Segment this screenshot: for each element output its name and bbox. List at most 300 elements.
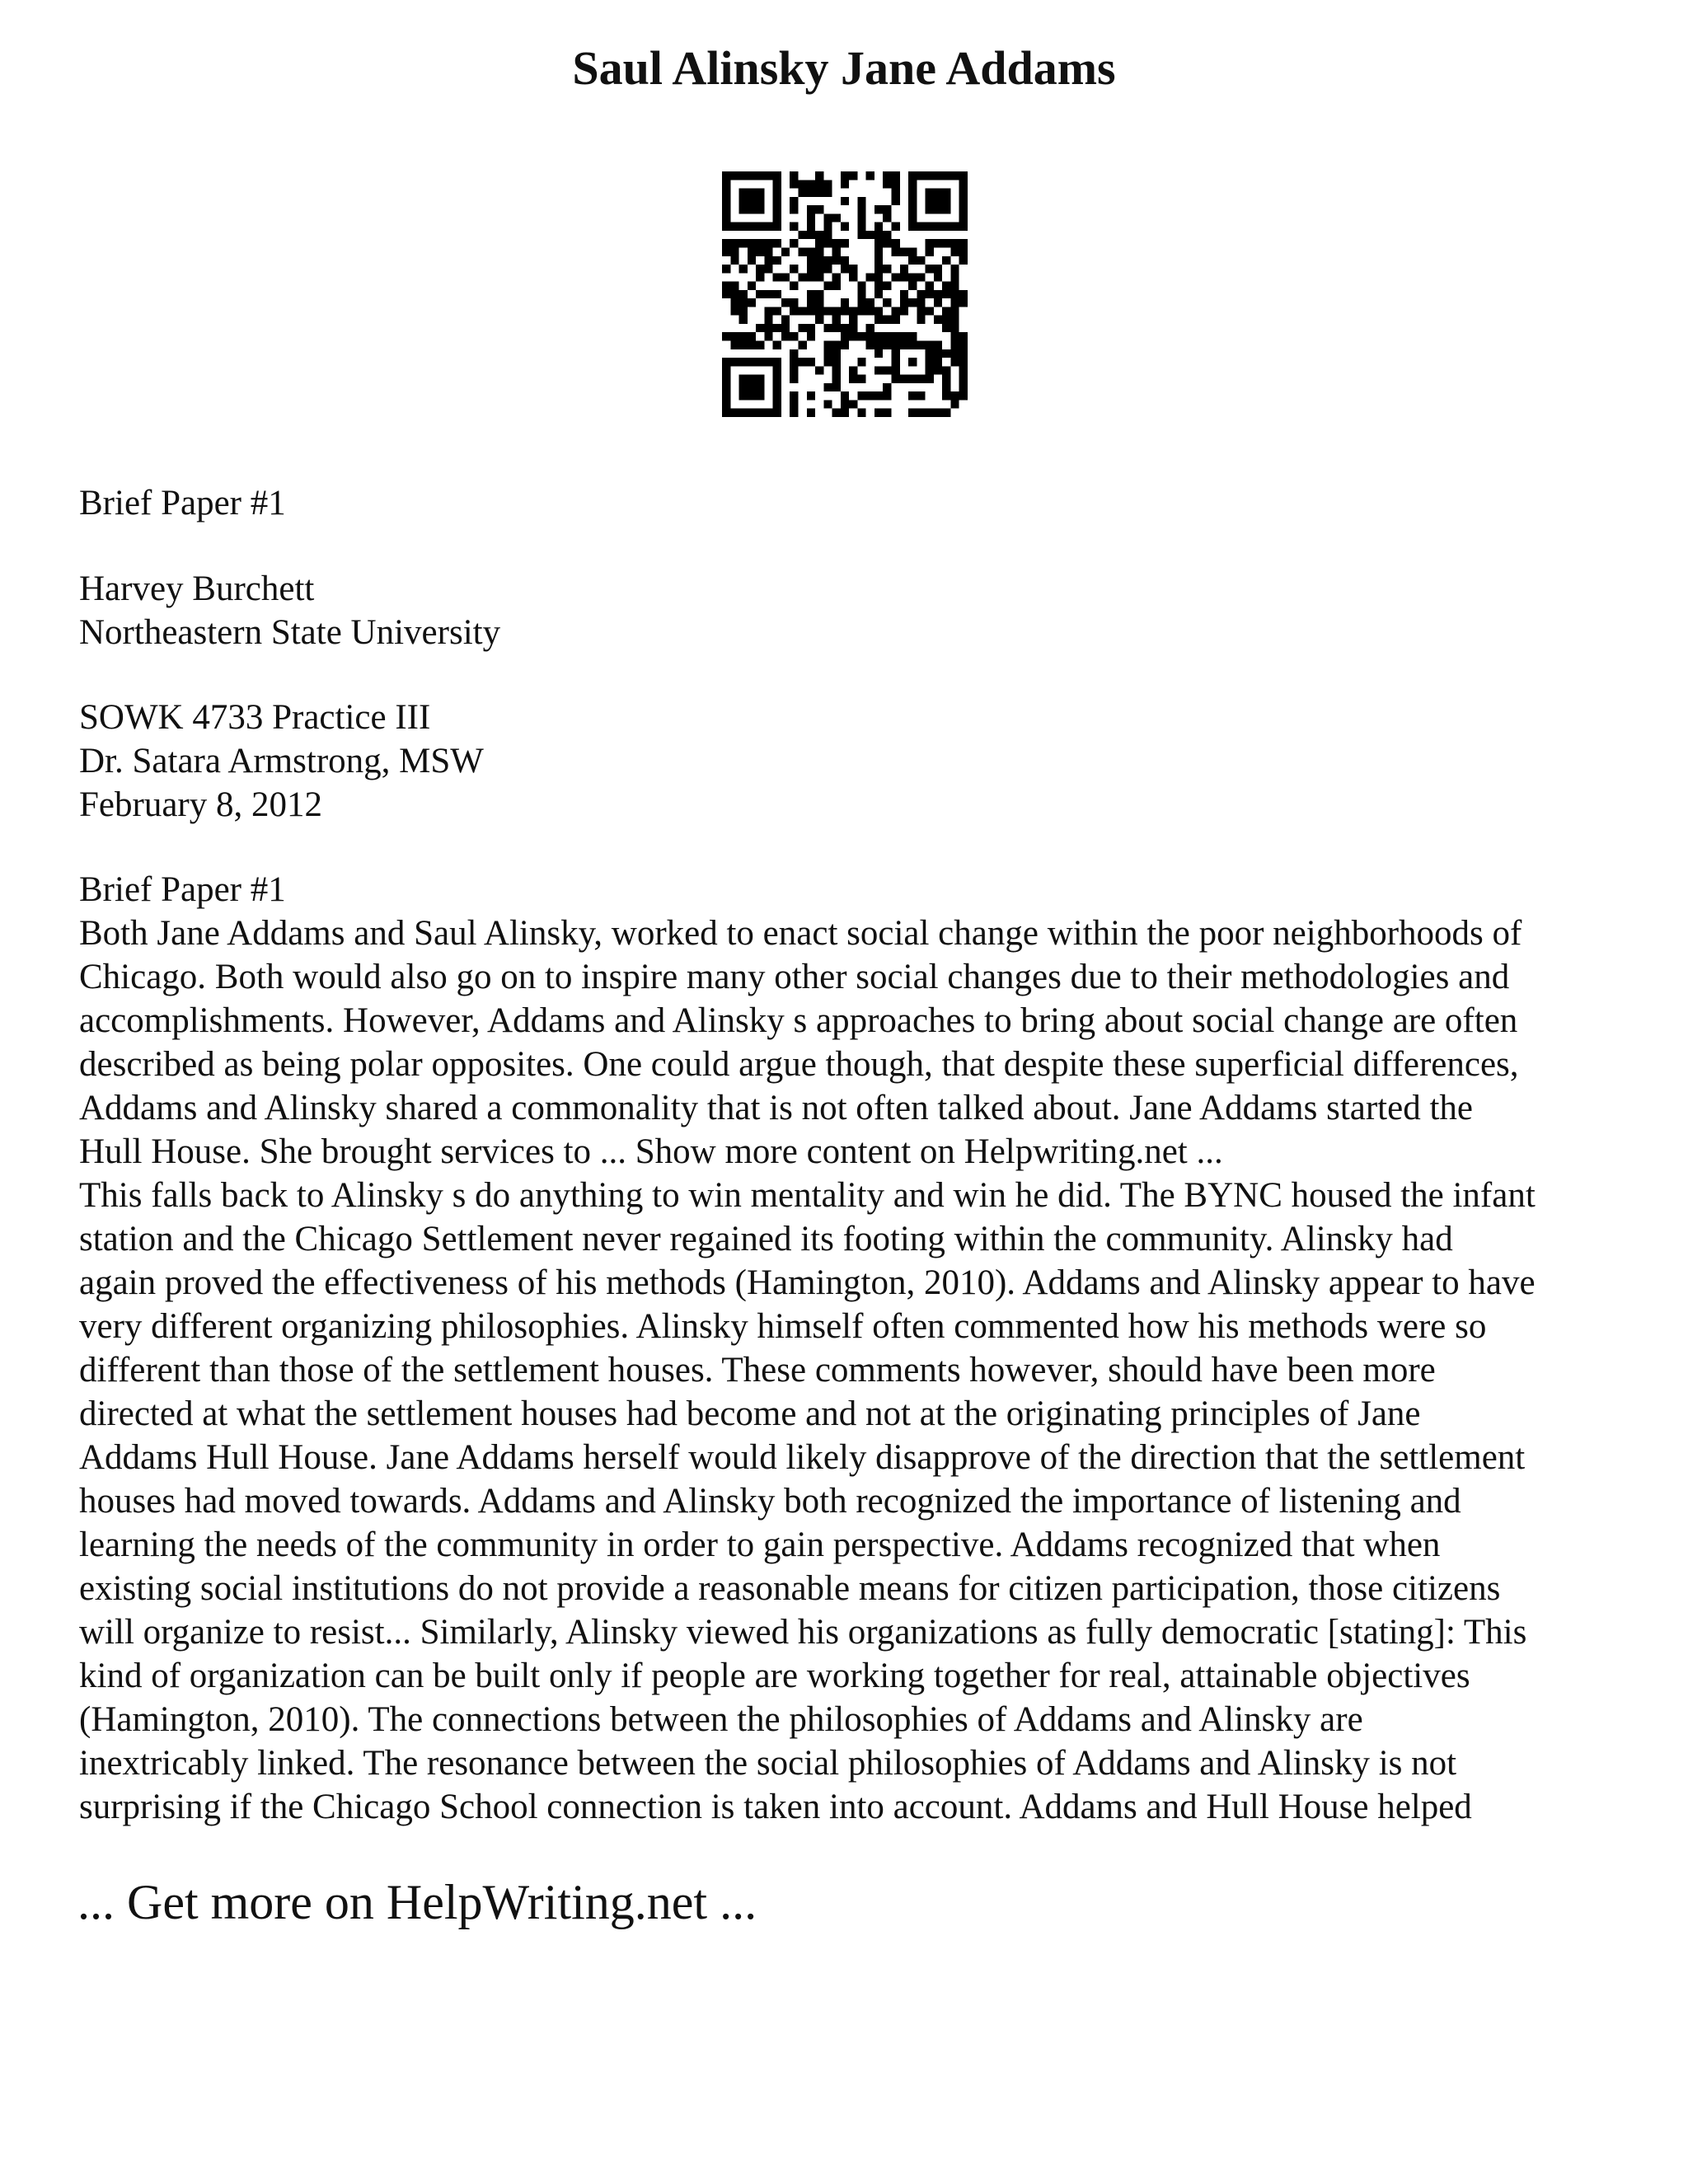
qr-module: [739, 375, 748, 383]
qr-module: [756, 171, 764, 180]
qr-module: [730, 223, 738, 231]
qr-module: [790, 205, 798, 213]
course-name: SOWK 4733 Practice III: [79, 698, 431, 737]
qr-module: [722, 239, 730, 247]
qr-module: [823, 223, 832, 231]
qr-module: [739, 383, 748, 391]
qr-module: [790, 223, 798, 231]
qr-module: [764, 171, 772, 180]
qr-module: [841, 341, 849, 349]
paragraph-line: learning the needs of the community in order to gain perspective. Addams recognized that when: [79, 1526, 1441, 1564]
qr-module: [857, 197, 865, 205]
qr-module: [748, 332, 756, 340]
qr-module: [807, 332, 815, 340]
paragraph-2: [79, 1174, 1629, 1829]
qr-module: [908, 409, 917, 417]
qr-module: [942, 316, 950, 324]
qr-module: [815, 189, 823, 197]
qr-module: [883, 366, 891, 374]
qr-module: [781, 247, 790, 255]
qr-module: [874, 205, 883, 213]
qr-module: [917, 171, 925, 180]
qr-module: [883, 332, 891, 340]
qr-module: [807, 409, 815, 417]
qr-module: [807, 247, 815, 255]
qr-module: [781, 324, 790, 332]
qr-module: [773, 180, 781, 188]
qr-module: [730, 307, 738, 315]
qr-module: [739, 358, 748, 366]
qr-module: [756, 239, 764, 247]
qr-module: [756, 341, 764, 349]
qr-module: [832, 282, 841, 290]
course-block: [79, 696, 1629, 827]
qr-module: [892, 189, 900, 197]
qr-module: [807, 205, 815, 213]
qr-module: [857, 409, 865, 417]
qr-module: [950, 247, 959, 255]
qr-module: [900, 298, 908, 307]
qr-module: [832, 366, 841, 374]
qr-module: [773, 383, 781, 391]
qr-module: [832, 341, 841, 349]
qr-module: [764, 316, 772, 324]
qr-module: [942, 349, 950, 358]
qr-module: [823, 358, 832, 366]
qr-module: [959, 290, 968, 298]
qr-module: [866, 171, 874, 180]
qr-module: [790, 307, 798, 315]
qr-module: [917, 391, 925, 400]
qr-module: [815, 180, 823, 188]
qr-module: [926, 366, 934, 374]
qr-module: [883, 391, 891, 400]
qr-module: [815, 205, 823, 213]
qr-module: [934, 349, 942, 358]
paragraph-line: directed at what the settlement houses had become and not at the originating principles of Jane: [79, 1394, 1421, 1433]
qr-module: [722, 400, 730, 408]
qr-module: [950, 358, 959, 366]
qr-module: [832, 383, 841, 391]
paper-date: February 8, 2012: [79, 785, 322, 824]
qr-module: [790, 409, 798, 417]
qr-module: [934, 171, 942, 180]
qr-module: [790, 265, 798, 273]
qr-module: [942, 324, 950, 332]
qr-module: [892, 180, 900, 188]
qr-module: [934, 205, 942, 213]
qr-module: [781, 332, 790, 340]
qr-module: [849, 171, 857, 180]
institution-name: Northeastern State University: [79, 613, 501, 652]
qr-module: [908, 223, 917, 231]
qr-module: [900, 290, 908, 298]
qr-module: [832, 316, 841, 324]
paragraph-line: existing social institutions do not provide a reasonable means for citizen participation, those citizens: [79, 1569, 1501, 1608]
qr-module: [917, 223, 925, 231]
qr-module: [849, 273, 857, 281]
qr-module: [722, 383, 730, 391]
qr-module: [756, 265, 764, 273]
qr-module: [917, 256, 925, 265]
qr-module: [857, 307, 865, 315]
qr-module: [900, 341, 908, 349]
qr-module: [934, 197, 942, 205]
qr-module: [841, 307, 849, 315]
qr-module: [874, 231, 883, 239]
qr-module: [764, 290, 772, 298]
header-label-block: [79, 481, 1629, 525]
qr-module: [857, 213, 865, 222]
qr-module: [773, 189, 781, 197]
qr-module: [849, 324, 857, 332]
qr-module: [823, 180, 832, 188]
qr-module: [950, 290, 959, 298]
qr-module: [934, 358, 942, 366]
qr-module: [892, 341, 900, 349]
qr-module: [942, 223, 950, 231]
qr-module: [874, 316, 883, 324]
qr-module: [773, 205, 781, 213]
qr-module: [841, 324, 849, 332]
qr-module: [908, 180, 917, 188]
section-heading: Brief Paper #1: [79, 870, 286, 909]
qr-module: [874, 247, 883, 255]
qr-module: [883, 171, 891, 180]
qr-module: [926, 189, 934, 197]
qr-module: [823, 341, 832, 349]
qr-module: [892, 239, 900, 247]
qr-module: [773, 197, 781, 205]
qr-module: [883, 213, 891, 222]
qr-module: [773, 400, 781, 408]
qr-module: [798, 341, 806, 349]
qr-module: [739, 239, 748, 247]
qr-module: [900, 265, 908, 273]
qr-module: [841, 298, 849, 307]
qr-module: [942, 375, 950, 383]
qr-module: [841, 256, 849, 265]
qr-module: [773, 375, 781, 383]
qr-module: [892, 358, 900, 366]
qr-module: [748, 358, 756, 366]
qr-module: [849, 265, 857, 273]
qr-module: [908, 341, 917, 349]
qr-module: [756, 205, 764, 213]
qr-module: [934, 316, 942, 324]
qr-module: [722, 223, 730, 231]
qr-module: [832, 239, 841, 247]
qr-module: [934, 409, 942, 417]
qr-module: [849, 366, 857, 374]
qr-module: [773, 358, 781, 366]
qr-module: [722, 213, 730, 222]
header-label: Brief Paper #1: [79, 484, 286, 523]
qr-module: [874, 341, 883, 349]
qr-module: [857, 332, 865, 340]
qr-module: [748, 239, 756, 247]
qr-module: [722, 282, 730, 290]
qr-module: [857, 358, 865, 366]
qr-module: [908, 391, 917, 400]
qr-module: [790, 366, 798, 374]
qr-module: [874, 282, 883, 290]
qr-module: [959, 180, 968, 188]
qr-module: [739, 391, 748, 400]
qr-module: [900, 273, 908, 281]
qr-module: [857, 231, 865, 239]
qr-module: [950, 265, 959, 273]
qr-module: [942, 239, 950, 247]
qr-module: [950, 307, 959, 315]
qr-module: [798, 273, 806, 281]
qr-module: [892, 197, 900, 205]
qr-module: [942, 391, 950, 400]
qr-module: [942, 189, 950, 197]
qr-module: [832, 256, 841, 265]
qr-module: [892, 349, 900, 358]
qr-module: [781, 298, 790, 307]
qr-module: [926, 341, 934, 349]
qr-module: [926, 265, 934, 273]
qr-module: [790, 400, 798, 408]
qr-module: [950, 400, 959, 408]
qr-module: [892, 223, 900, 231]
qr-module: [950, 171, 959, 180]
qr-module: [959, 189, 968, 197]
qr-module: [764, 307, 772, 315]
qr-module: [823, 265, 832, 273]
qr-module: [790, 197, 798, 205]
qr-module: [841, 391, 849, 400]
qr-module: [773, 213, 781, 222]
qr-module: [748, 375, 756, 383]
qr-module: [950, 316, 959, 324]
qr-module: [790, 239, 798, 247]
qr-module: [730, 239, 738, 247]
qr-module: [841, 197, 849, 205]
qr-module: [841, 265, 849, 273]
qr-module: [807, 273, 815, 281]
paragraph-line: will organize to resist... Similarly, Alinsky viewed his organizations as fully democratic [stating]: This: [79, 1613, 1527, 1652]
qr-module: [756, 383, 764, 391]
qr-module: [908, 282, 917, 290]
qr-module: [739, 307, 748, 315]
qr-module: [866, 307, 874, 315]
qr-module: [815, 239, 823, 247]
qr-module: [823, 324, 832, 332]
qr-module: [722, 358, 730, 366]
qr-module: [739, 290, 748, 298]
paragraph-line: houses had moved towards. Addams and Alinsky both recognized the importance of listening and: [79, 1482, 1461, 1521]
qr-module: [781, 273, 790, 281]
qr-module: [917, 273, 925, 281]
qr-module: [908, 298, 917, 307]
qr-module: [823, 400, 832, 408]
qr-module: [739, 332, 748, 340]
qr-module: [798, 324, 806, 332]
qr-module: [739, 316, 748, 324]
qr-module: [730, 282, 738, 290]
qr-module: [849, 400, 857, 408]
qr-module: [950, 282, 959, 290]
qr-module: [950, 239, 959, 247]
qr-module: [883, 298, 891, 307]
qr-module: [807, 265, 815, 273]
qr-module: [773, 171, 781, 180]
qr-module: [908, 358, 917, 366]
paragraph-line: different than those of the settlement houses. These comments however, should have been more: [79, 1351, 1436, 1390]
instructor-name: Dr. Satara Armstrong, MSW: [79, 742, 484, 780]
document-title: Saul Alinsky Jane Addams: [572, 41, 1116, 95]
qr-module: [722, 180, 730, 188]
qr-module: [926, 282, 934, 290]
qr-module: [773, 409, 781, 417]
qr-module: [807, 223, 815, 231]
paragraph-line: described as being polar opposites. One could argue though, that despite these superficial differences,: [79, 1045, 1519, 1084]
qr-module: [849, 316, 857, 324]
qr-module: [926, 239, 934, 247]
qr-module: [798, 180, 806, 188]
qr-module: [823, 282, 832, 290]
qr-module: [807, 298, 815, 307]
qr-module: [857, 391, 865, 400]
qr-module: [722, 290, 730, 298]
qr-module: [781, 316, 790, 324]
qr-module: [823, 231, 832, 239]
qr-module: [866, 298, 874, 307]
qr-module: [849, 332, 857, 340]
qr-module: [798, 307, 806, 315]
qr-module: [823, 349, 832, 358]
paragraph-line: kind of organization can be built only if people are working together for real, attainable objectives: [79, 1657, 1470, 1695]
qr-module: [959, 239, 968, 247]
paragraph-line: again proved the effectiveness of his methods (Hamington, 2010). Addams and Alinsky appear to have: [79, 1263, 1536, 1302]
qr-module: [841, 239, 849, 247]
qr-module: [764, 409, 772, 417]
qr-module: [874, 239, 883, 247]
qr-module: [959, 332, 968, 340]
qr-module: [959, 298, 968, 307]
paragraph-line: Both Jane Addams and Saul Alinsky, worked to enact social change within the poor neighborhoods of: [79, 914, 1522, 953]
qr-module: [959, 247, 968, 255]
qr-module: [866, 231, 874, 239]
qr-module: [942, 282, 950, 290]
qr-module: [815, 290, 823, 298]
qr-module: [832, 247, 841, 255]
qr-module: [942, 290, 950, 298]
qr-module: [892, 171, 900, 180]
qr-module: [942, 409, 950, 417]
qr-module: [748, 383, 756, 391]
qr-module: [959, 256, 968, 265]
paragraph-line: very different organizing philosophies. Alinsky himself often commented how his methods were so: [79, 1307, 1487, 1346]
qr-module: [764, 239, 772, 247]
qr-module: [756, 189, 764, 197]
qr-module: [722, 247, 730, 255]
qr-module: [874, 290, 883, 298]
qr-module: [815, 171, 823, 180]
qr-module: [773, 223, 781, 231]
qr-module: [739, 171, 748, 180]
paragraph-line: inextricably linked. The resonance between the social philosophies of Addams and Alinsky is not: [79, 1744, 1457, 1783]
qr-module: [917, 298, 925, 307]
qr-module: [807, 324, 815, 332]
qr-module: [748, 391, 756, 400]
qr-module: [773, 256, 781, 265]
qr-module: [730, 290, 738, 298]
qr-module: [892, 316, 900, 324]
qr-module: [773, 273, 781, 281]
qr-module: [739, 298, 748, 307]
qr-module: [883, 180, 891, 188]
qr-module: [756, 358, 764, 366]
qr-module: [908, 197, 917, 205]
qr-module: [892, 307, 900, 315]
qr-module: [959, 197, 968, 205]
qr-module: [874, 256, 883, 265]
qr-module: [892, 366, 900, 374]
qr-module: [722, 332, 730, 340]
qr-module: [790, 298, 798, 307]
qr-module: [942, 383, 950, 391]
qr-module: [807, 180, 815, 188]
qr-module: [892, 247, 900, 255]
qr-module: [832, 213, 841, 222]
qr-module: [730, 171, 738, 180]
paragraph-line: Chicago. Both would also go on to inspire many other social changes due to their methodologies and: [79, 958, 1510, 996]
qr-module: [942, 256, 950, 265]
author-name: Harvey Burchett: [79, 569, 315, 608]
qr-module: [917, 375, 925, 383]
paragraph-1: [79, 912, 1629, 1174]
qr-module: [807, 307, 815, 315]
qr-module: [959, 213, 968, 222]
qr-module: [756, 391, 764, 400]
qr-module: [926, 349, 934, 358]
paragraph-line: This falls back to Alinsky s do anything to win mentality and win he did. The BYNC housed the infant: [79, 1176, 1536, 1215]
qr-module: [908, 205, 917, 213]
qr-module: [739, 189, 748, 197]
qr-module: [883, 265, 891, 273]
get-more-link[interactable]: ... Get more on HelpWriting.net ...: [77, 1875, 757, 1929]
qr-module: [917, 409, 925, 417]
qr-module: [807, 290, 815, 298]
qr-module: [926, 409, 934, 417]
qr-module: [959, 383, 968, 391]
qr-module: [926, 171, 934, 180]
qr-module: [841, 409, 849, 417]
qr-code-icon: [722, 171, 968, 417]
qr-module: [815, 366, 823, 374]
qr-module: [756, 409, 764, 417]
qr-module: [773, 307, 781, 315]
qr-module: [950, 298, 959, 307]
qr-module: [739, 197, 748, 205]
qr-module: [866, 332, 874, 340]
body-block: [79, 868, 1629, 1829]
qr-module: [756, 324, 764, 332]
qr-module: [866, 341, 874, 349]
qr-module: [807, 358, 815, 366]
qr-module: [739, 205, 748, 213]
qr-module: [849, 307, 857, 315]
qr-module: [874, 307, 883, 315]
qr-module: [857, 205, 865, 213]
qr-module: [857, 298, 865, 307]
qr-module: [874, 273, 883, 281]
qr-module: [892, 332, 900, 340]
